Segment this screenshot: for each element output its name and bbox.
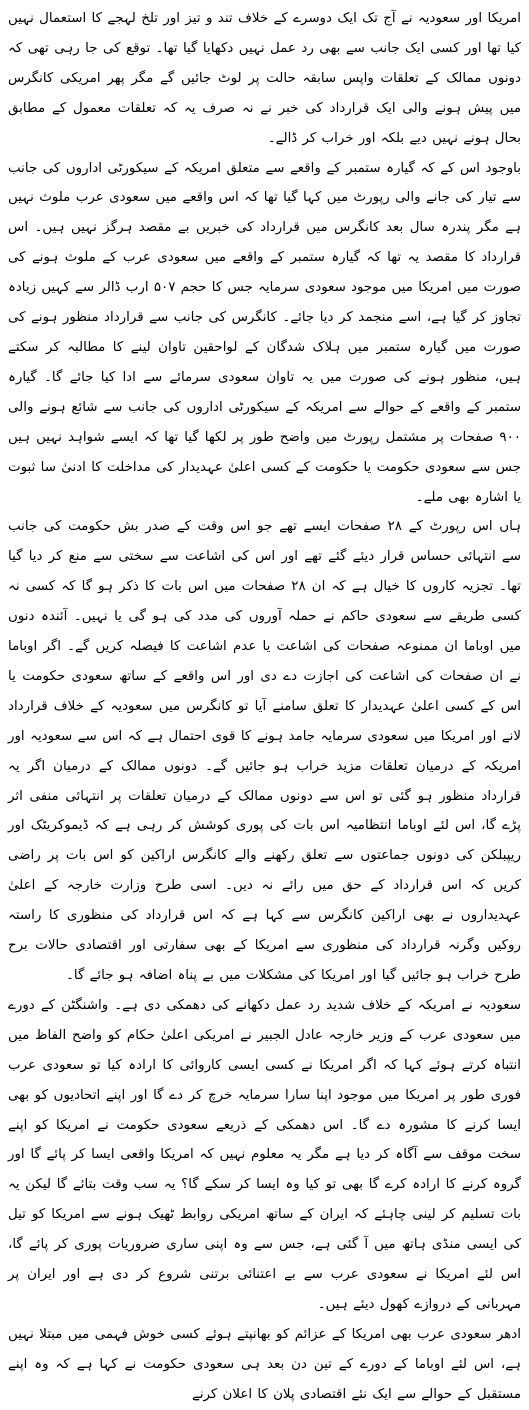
paragraph-3: ہاں اس رپورٹ کے ۲۸ صفحات ایسے تھے جو اس وقت کے صدر بش حکومت کی جانب سے انتہائی حساس قرار دیئے گئے تھے اور اس کی اشاعت سے سختی سے منع کر دیا گیا تھا۔ تجزیہ کاروں کا خیال ہے کہ ان ۲۸ صفحات میں اس بات کا ذکر ہو گا کہ کسی نہ کسی طریقے سے سعودی حاکم نے حملہ آوروں کی مدد کی ہو گی یا نہیں۔ آئندہ دنوں میں اوباما ان ممنوعہ صفحات کی اشاعت یا عدم اشاعت کا فیصلہ کریں گے۔ اگر اوباما نے ان صفحات کی اشاعت کی اجازت دے دی اور اس واقعے کے ساتھ سعودی حکومت یا اس کے کسی اعلیٰ عہدیدار کا تعلق سامنے آیا تو کانگرس میں سعودیہ کے خلاف قرارداد لانے اور امریکا میں سعودی سرمایہ جامد ہونے کا قوی احتمال ہے کہ اس سے سعودیہ اور امریکہ کے درمیان تعلقات مزید خراب ہو جائیں گے۔ دونوں ممالک کے درمیان اگر یہ قرارداد منظور ہو گئی تو اس سے دونوں ممالک کے درمیان تعلقات پر انتہائی منفی اثر پڑے گا، اس لئے اوباما انتظامیہ اس بات کی پوری کوشش کر رہی ہے کہ ڈیموکریٹک اور ریپبلکن کی دونوں جماعتوں سے تعلق رکھنے والے کانگرس اراکین کو اس بات پر راضی کریں کہ اس قرارداد کے حق میں رائے نہ دیں۔ اسی طرح وزارت خارجہ کے اعلیٰ عہدیداروں نے بھی اراکین کانگرس سے کہا ہے کہ اس قرارداد کی منظوری کا راستہ روکیں وگرنہ قرارداد کی منظوری سے امریکا کے بھی سفارتی اور اقتصادی حالات برح طرح خراب ہو جائیں گیا اور امریکا کی مشکلات میں بے پناہ اضافہ ہو جائے گا۔ xyxy=(8,519,522,983)
paragraph-4: سعودیہ نے امریکہ کے خلاف شدید رد عمل دکھانے کی دھمکی دی ہے۔ واشنگٹن کے دورے میں سعودی عرب کے وزیر خارجہ عادل الجبیر نے امریکی اعلیٰ حکام کو واضح الفاظ میں انتباہ کرتے ہوئے کہا کہ اگر امریکا نے کسی ایسی کاروائی کا ارادہ کیا تو سعودی عرب فوری طور پر امریکا میں موجود اپنا سارا سرمایہ خرچ کر دے گا اور اپنے اتحادیوں کو بھی ایسا کرنے کا مشورہ دے گا۔ اس دھمکی کے ذریعے سعودی حکومت نے امریکا کو اپنے سخت موقف سے آگاہ کر دیا ہے مگر یہ معلوم نہیں کہ امریکا واقعی ایسا کر پائے گا اور گروہ کرنے کا ارادہ کرے گا بھی تو کیا وہ ایسا کر سکے گا؟ یہ سب وقت بتائے گا لیکن یہ بات تسلیم کر لینی چاہئے کہ ایران کے ساتھ امریکی روابط ٹھیک ہونے سے امریکا کو تیل کی ایسی منڈی ہاتھ میں آ گئی ہے، جس سے وہ اپنی ساری ضروریات پوری کر پائے گا، اس لئے امریکا نے سعودی عرب سے بے اعتنائی برتنی شروع کر دی ہے اور ایران پر مہربانی کے دروازے کھول دیئے ہیں۔ xyxy=(8,997,521,1312)
paragraph-5: ادھر سعودی عرب بھی امریکا کے عزائم کو بھانپتے ہوئے کسی خوش فہمی میں مبتلا نہیں ہے، اس لئے اوباما کے دورے کے تین دن بعد ہی سعودی حکومت نے کہا ہے کہ وہ اپنے مستقبل کے حوالے سے ایک نئے اقتصادی پلان کا اعلان کرنے xyxy=(8,1326,521,1402)
paragraph-2: باوجود اس کے کہ گیارہ ستمبر کے واقعے سے متعلق امریکہ کے سیکورٹی اداروں کی جانب سے تیار کی جانے والی رپورٹ میں کہا گیا تھا کہ اس واقعے میں سعودی عرب ملوث نہیں ہے مگر پندرہ سال بعد کانگرس میں قرارداد کی خبریں بے مقصد ہرگز نہیں ہیں۔ اس قرارداد کا مقصد یہ تھا کہ گیارہ ستمبر کے واقعے میں سعودی عرب کے ملوث ہونے کی صورت میں امریکا میں موجود سعودی سرمایہ جس کا حجم ۵۰۷ ارب ڈالر سے کہیں زیادہ تجاوز کر گیا ہے، اسے منجمد کر دیا جائے۔ کانگرس کی جانب سے قرارداد منظور ہونے کی صورت میں گیارہ ستمبر میں ہلاک شدگان کے لواحقین تاوان لینے کا مطالبہ کر سکتے ہیں، منظور ہونے کی صورت میں یہ تاوان سعودی سرمائے سے ادا کیا جائے گا۔ گیارہ ستمبر کے واقعے کے حوالے سے امریکہ کے سیکورٹی اداروں کی جانب سے شائع ہونے والی ۹۰۰ صفحات پر مشتمل رپورٹ میں واضح طور پر لکھا گیا تھا کہ ایسے شواہد نہیں ہیں جس سے سعودی حکومت یا حکومت کے کسی اعلیٰ عہدیدار کی مداخلت کا ادنیٰ سا ثبوت یا اشارہ بھی ملے۔ xyxy=(7,160,521,505)
paragraph-1: امریکا اور سعودیہ نے آج تک ایک دوسرے کے خلاف تند و تیز اور تلخ لہجے کا استعمال نہیں کیا تھا اور کسی ایک جانب سے بھی رد عمل نہیں دکھایا گیا تھا۔ توقع کی جا رہی تھی کہ دونوں ممالک کے تعلقات واپس سابقہ حالت پر لوٹ جائیں گے مگر پھر امریکی کانگرس میں پیش ہونے والی ایک قرارداد کی خبر نے نہ صرف یہ کہ تعلقات معمول کے مطابق بحال ہونے نہیں دیے بلکہ اور خراب کر ڈالے۔ xyxy=(8,11,521,146)
